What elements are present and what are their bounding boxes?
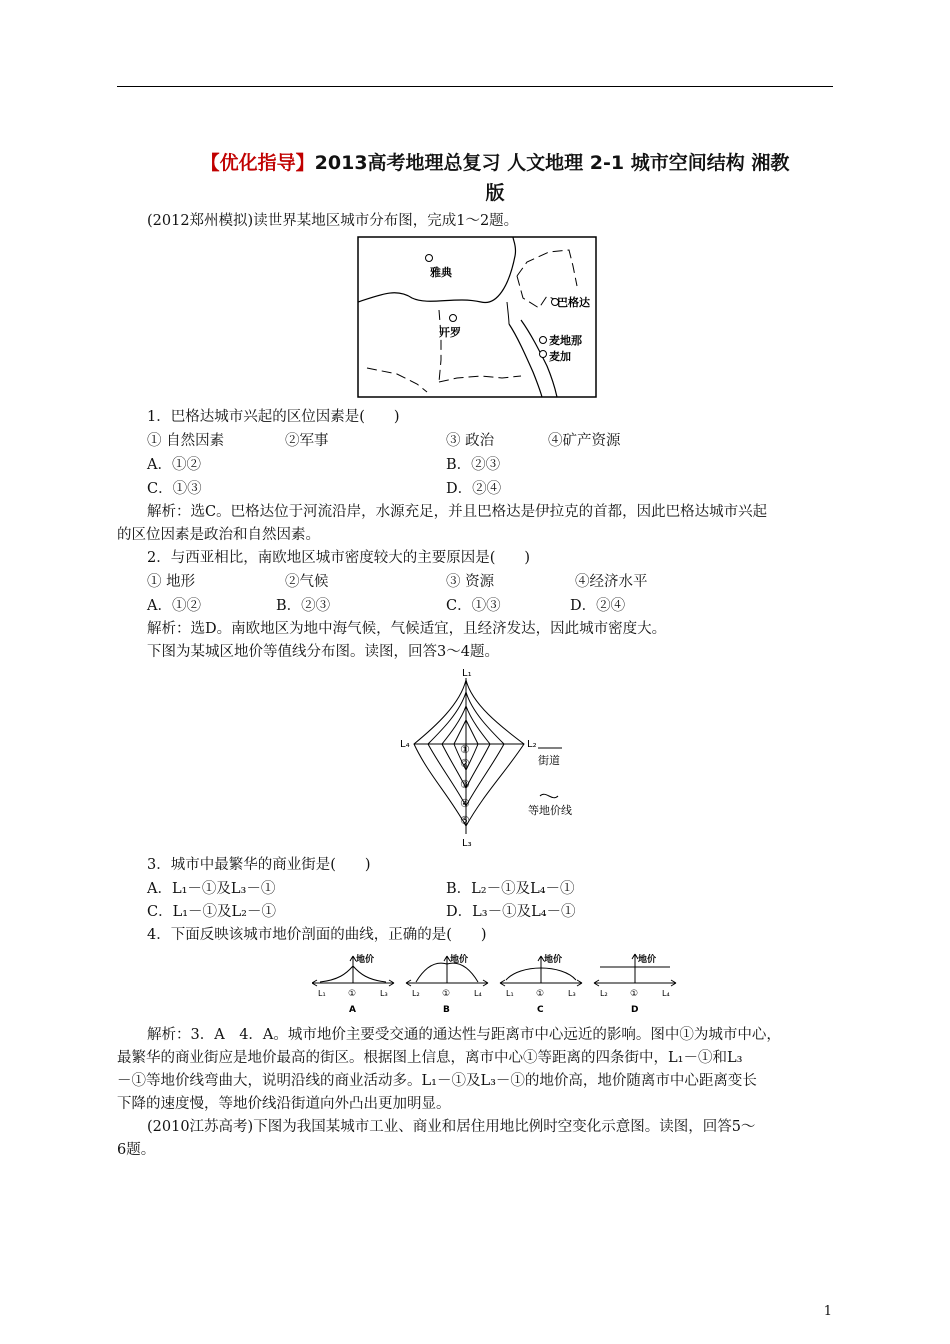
profile-d-axis-label: 地价 <box>638 955 657 965</box>
q1-factor-2: ②军事 <box>285 433 329 449</box>
map-frame <box>358 237 596 397</box>
baghdad-label: 巴格达 <box>557 296 590 309</box>
profile-d-mid: ① <box>630 989 639 999</box>
analysis-3-4-line1: 解析：3．A 4．A。城市地价主要受交通的通达性与距离市中心远近的影响。图中①为城市中心， <box>147 1027 781 1043</box>
profile-b-mid: ① <box>442 989 451 999</box>
profile-a-letter: A <box>349 1005 356 1015</box>
map2-label-c4: ④ <box>460 797 470 810</box>
map2-label-c2: ② <box>460 757 470 770</box>
mecca-marker <box>540 351 547 358</box>
profile-a-mid: ① <box>348 989 357 999</box>
q1-factor-3: ③ 政治 <box>446 433 495 449</box>
q1-stem: 1．巴格达城市兴起的区位因素是( ) <box>147 409 400 425</box>
city-distribution-map <box>357 236 597 398</box>
profile-c-right: L₃ <box>568 989 576 998</box>
q1-factor-4: ④矿产资源 <box>548 433 621 449</box>
medina-marker <box>540 337 547 344</box>
map2-label-l4: L₄ <box>400 739 410 750</box>
q2-factor-2: ②气候 <box>285 574 329 590</box>
profile-b-axis-label: 地价 <box>450 955 469 965</box>
q3-option-b: B．L₂－①及L₄－① <box>446 881 575 897</box>
q2-factor-1: ① 地形 <box>147 574 196 590</box>
intro-question-5-6-line1: (2010江苏高考)下图为我国某城市工业、商业和居住用地比例时空变化示意图。读图，回答5～ <box>147 1119 756 1135</box>
athens-label: 雅典 <box>430 266 452 279</box>
q3-option-d: D．L₃－①及L₄－① <box>446 904 576 920</box>
map2-label-l1: L₁ <box>462 668 472 679</box>
profile-c-mid: ① <box>536 989 545 999</box>
legend-contour-label: 等地价线 <box>528 804 572 817</box>
map2-label-c3: ③ <box>460 778 470 791</box>
mecca-label: 麦加 <box>549 350 571 363</box>
q2-analysis: 解析：选D。南欧地区为地中海气候，气候适宜，且经济发达，因此城市密度大。 <box>147 621 667 637</box>
land-price-contour-map <box>400 664 600 852</box>
map2-label-l2: L₂ <box>527 739 537 750</box>
profile-b-left: L₂ <box>412 989 420 998</box>
profile-d-right: L₄ <box>662 989 670 998</box>
q3-stem: 3．城市中最繁华的商业街是( ) <box>147 857 371 873</box>
analysis-3-4-line2: 最繁华的商业街应是地价最高的街区。根据图上信息，离市中心①等距离的四条街中，L₁－①和L₃ <box>117 1050 743 1066</box>
legend-street-label: 街道 <box>538 754 560 767</box>
intro-question-1-2: (2012郑州模拟)读世界某地区城市分布图，完成1～2题。 <box>147 213 519 229</box>
profile-d <box>594 953 676 1015</box>
profile-a-axis-label: 地价 <box>356 955 375 965</box>
q2-factor-4: ④经济水平 <box>575 574 648 590</box>
legend-contour-symbol <box>540 794 558 797</box>
profile-c-axis-label: 地价 <box>544 955 563 965</box>
map2-label-c5: ⑤ <box>460 814 470 827</box>
q3-option-c: C．L₁－①及L₂－① <box>147 904 276 920</box>
profile-d-left: L₂ <box>600 989 608 998</box>
q2-option-b: B．②③ <box>276 598 331 614</box>
q2-option-c: C．①③ <box>446 598 501 614</box>
profile-a-right: L₃ <box>380 989 388 998</box>
analysis-3-4-line3: －①等地价线弯曲大，说明沿线的商业活动多。L₁－①及L₃－①的地价高，地价随离市中心距离变长 <box>117 1073 757 1089</box>
q1-option-c: C．①③ <box>147 481 202 497</box>
analysis-3-4-line4: 下降的速度慢，等地价线沿街道向外凸出更加明显。 <box>117 1096 451 1112</box>
profile-d-letter: D <box>631 1005 639 1015</box>
q2-option-a: A．①② <box>147 598 201 614</box>
profile-a <box>312 953 394 1015</box>
map2-label-l3: L₃ <box>462 838 472 849</box>
document-title <box>150 148 840 208</box>
profile-c <box>500 953 582 1015</box>
profile-a-left: L₁ <box>318 989 326 998</box>
intro-question-5-6-line2: 6题。 <box>117 1142 156 1158</box>
q1-option-a: A．①② <box>147 457 201 473</box>
q1-option-b: B．②③ <box>446 457 501 473</box>
profile-b-right: L₄ <box>474 989 482 998</box>
medina-label: 麦地那 <box>549 334 582 347</box>
q2-factor-3: ③ 资源 <box>446 574 495 590</box>
title-bracket: 【优化指导】 <box>200 152 315 174</box>
q2-option-d: D．②④ <box>570 598 626 614</box>
page-number: 1 <box>823 1304 832 1319</box>
land-price-profiles <box>312 950 692 1022</box>
profile-c-letter: C <box>537 1005 544 1015</box>
title-line2: 版 <box>485 182 505 204</box>
profile-b-letter: B <box>443 1005 450 1015</box>
q2-stem: 2．与西亚相比，南欧地区城市密度较大的主要原因是( ) <box>147 550 531 566</box>
cairo-marker <box>450 315 457 322</box>
q1-option-d: D．②④ <box>446 481 502 497</box>
header-rule <box>117 86 833 87</box>
q1-analysis-line2: 的区位因素是政治和自然因素。 <box>117 527 320 543</box>
q1-factor-1: ① 自然因素 <box>147 433 225 449</box>
title-main: 2013高考地理总复习 人文地理 2-1 城市空间结构 湘教 <box>314 152 790 174</box>
profile-b <box>406 953 488 1015</box>
cairo-label: 开罗 <box>439 326 461 339</box>
intro-question-3-4: 下图为某城区地价等值线分布图。读图，回答3～4题。 <box>147 644 499 660</box>
q4-stem: 4．下面反映该城市地价剖面的曲线，正确的是( ) <box>147 927 487 943</box>
profile-c-left: L₁ <box>506 989 514 998</box>
q3-option-a: A．L₁－①及L₃－① <box>147 881 276 897</box>
athens-marker <box>426 255 433 262</box>
map2-label-c1: ① <box>460 743 470 756</box>
q1-analysis-line1: 解析：选C。巴格达位于河流沿岸，水源充足，并且巴格达是伊拉克的首都，因此巴格达城市兴起 <box>147 504 768 520</box>
